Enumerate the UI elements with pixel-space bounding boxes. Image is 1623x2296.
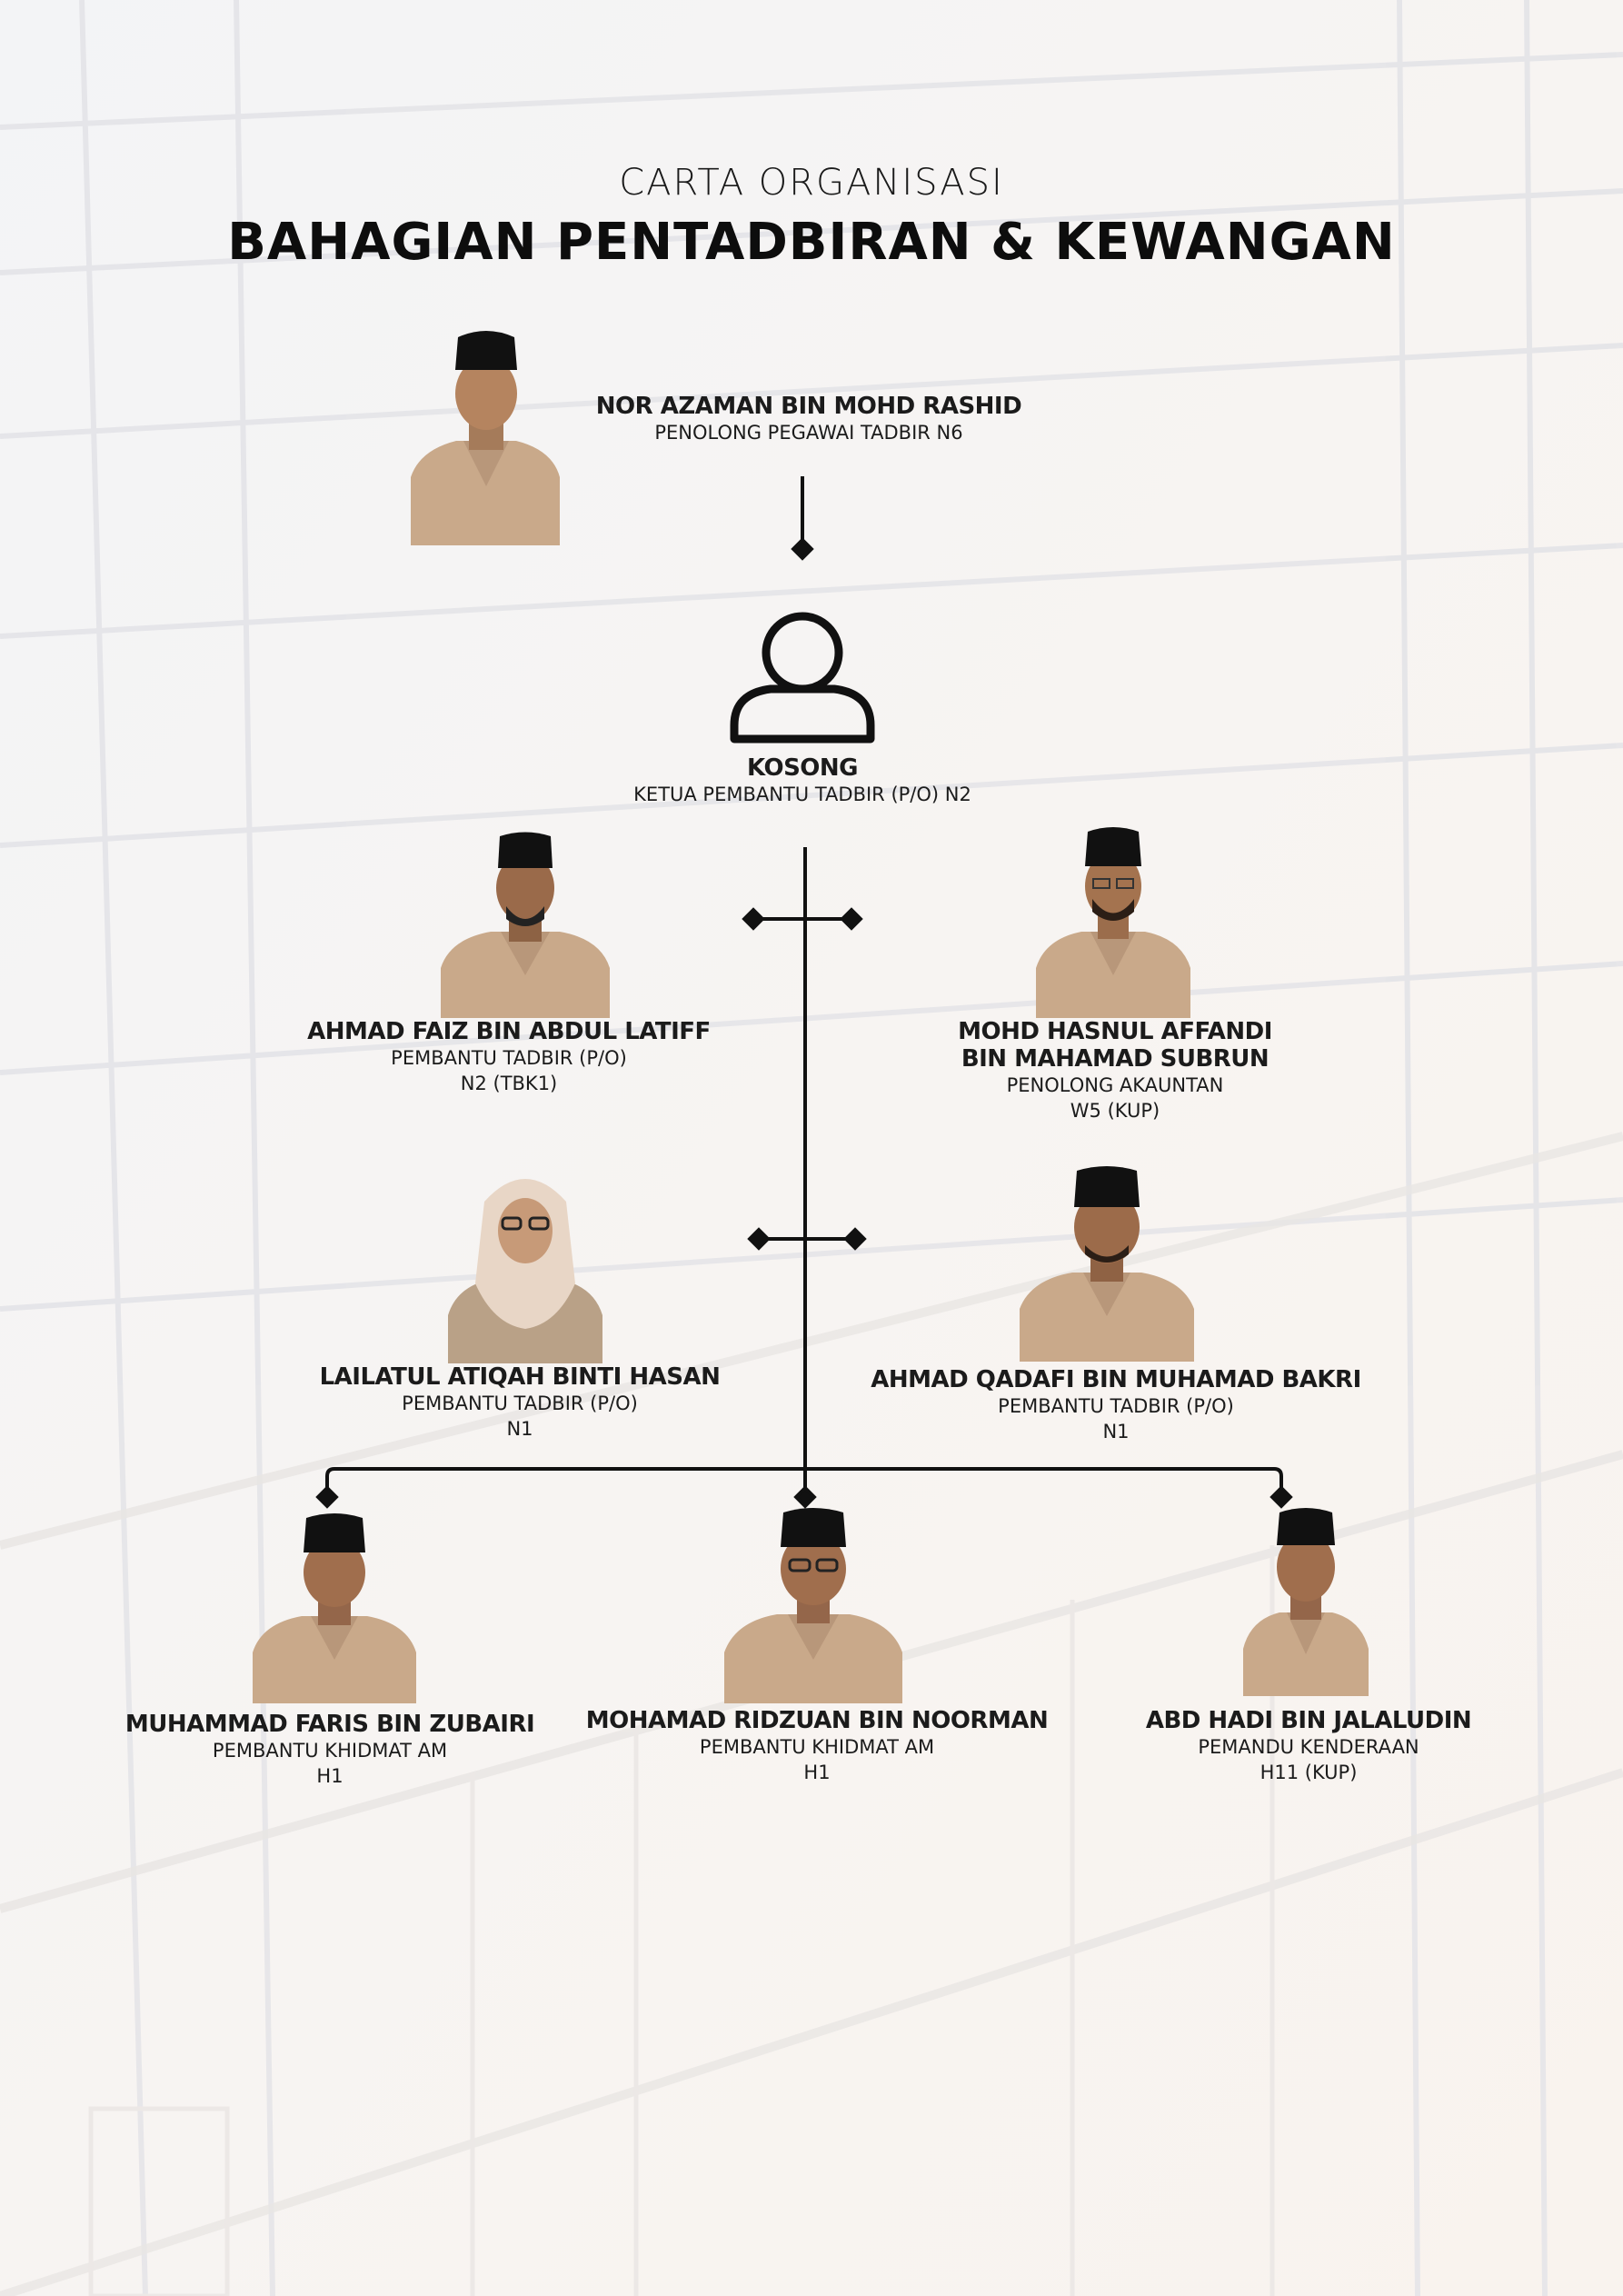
vacant-label: [566, 754, 1039, 807]
head-role: PENOLONG PEGAWAI TADBIR N6: [654, 422, 963, 444]
row3-left-grade: H1: [316, 1765, 344, 1787]
photo-ahmad-qadafi: [1020, 1163, 1194, 1362]
row3-left-label: [85, 1711, 575, 1789]
row2-left-name: LAILATUL ATIQAH BINTI HASAN: [319, 1363, 721, 1391]
photo-mohd-hasnul: [1036, 823, 1190, 1018]
row1-left-name: AHMAD FAIZ BIN ABDUL LATIFF: [307, 1018, 711, 1045]
row1-right-label: [879, 1018, 1351, 1123]
photo-abd-hadi: [1243, 1505, 1369, 1696]
row2-left-label: [284, 1363, 756, 1442]
photo-nor-azaman: [411, 314, 562, 545]
head-label: [573, 393, 1045, 445]
row2-right-name: AHMAD QADAFI BIN MUHAMAD BAKRI: [871, 1366, 1361, 1393]
photo-ahmad-faiz: [441, 832, 610, 1018]
vacant-role: KETUA PEMBANTU TADBIR (P/O) N2: [633, 784, 971, 805]
row3-left-role: PEMBANTU KHIDMAT AM: [212, 1740, 448, 1762]
row3-right-grade: H11 (KUP): [1260, 1762, 1358, 1783]
user-outline-icon: [730, 607, 875, 748]
row1-right-name-line1: MOHD HASNUL AFFANDI: [958, 1018, 1272, 1045]
vacant-name: KOSONG: [746, 754, 858, 782]
row2-right-grade: N1: [1102, 1421, 1130, 1442]
row3-center-role: PEMBANTU KHIDMAT AM: [699, 1736, 935, 1758]
chart-title: BAHAGIAN PENTADBIRAN & KEWANGAN: [227, 213, 1396, 272]
head-name: NOR AZAMAN BIN MOHD RASHID: [595, 393, 1022, 420]
photo-muhammad-faris: [253, 1511, 416, 1703]
row3-center-grade: H1: [803, 1762, 831, 1783]
row3-right-role: PEMANDU KENDERAAN: [1198, 1736, 1419, 1758]
photo-lailatul-atiqah: [448, 1165, 602, 1363]
row2-right-label: [834, 1366, 1398, 1444]
row3-left-name: MUHAMMAD FARIS BIN ZUBAIRI: [124, 1711, 535, 1738]
row2-right-role: PEMBANTU TADBIR (P/O): [998, 1395, 1234, 1417]
row3-right-name: ABD HADI BIN JALALUDIN: [1145, 1707, 1472, 1734]
row1-left-grade: N2 (TBK1): [460, 1073, 558, 1094]
row3-center-label: [563, 1707, 1071, 1785]
row1-right-name-line2: BIN MAHAMAD SUBRUN: [961, 1045, 1270, 1073]
row2-left-grade: N1: [506, 1418, 533, 1440]
row3-right-label: [1063, 1707, 1554, 1785]
row1-left-role: PEMBANTU TADBIR (P/O): [391, 1047, 627, 1069]
photo-mohamad-ridzuan: [724, 1507, 902, 1703]
row1-right-grade: W5 (KUP): [1070, 1100, 1160, 1122]
chart-subtitle: CARTA ORGANISASI: [619, 162, 1004, 204]
row1-right-role: PENOLONG AKAUNTAN: [1006, 1074, 1224, 1096]
row1-left-label: [273, 1018, 745, 1096]
row3-center-name: MOHAMAD RIDZUAN BIN NOORMAN: [585, 1707, 1049, 1734]
row2-left-role: PEMBANTU TADBIR (P/O): [402, 1393, 638, 1414]
